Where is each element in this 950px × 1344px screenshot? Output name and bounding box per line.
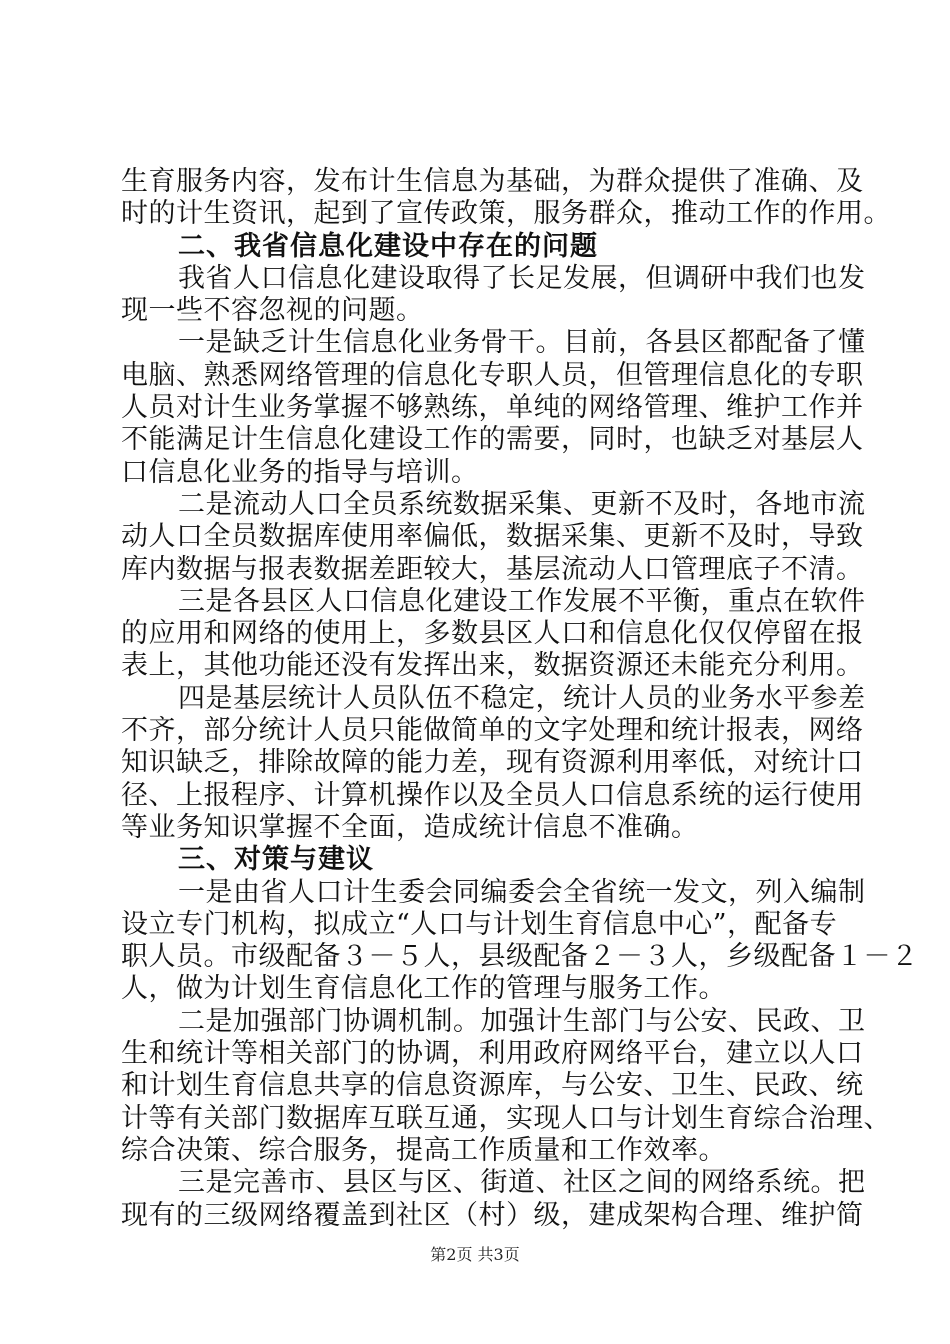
paragraph-line: 库内数据与报表数据差距较大，基层流动人口管理底子不清。 — [121, 553, 864, 585]
paragraph-line: 一是由省人口计生委会同编委会全省统一发文，列入编制 — [178, 876, 866, 908]
paragraph-line: 等业务知识掌握不全面，造成统计信息不准确。 — [121, 811, 699, 843]
paragraph-line: 动人口全员数据库使用率偏低，数据采集、更新不及时，导致 — [121, 521, 864, 553]
paragraph-line: 现一些不容忽视的问题。 — [121, 295, 424, 327]
paragraph-line: 一是缺乏计生信息化业务骨干。目前，各县区都配备了懂 — [178, 327, 866, 359]
section-heading: 二、我省信息化建设中存在的问题 — [178, 230, 598, 262]
paragraph-line: 计等有关部门数据库互联互通，实现人口与计划生育综合治理、 — [121, 1102, 891, 1134]
paragraph-line: 电脑、熟悉网络管理的信息化专职人员，但管理信息化的专职 — [121, 359, 864, 391]
paragraph-line: 我省人口信息化建设取得了长足发展，但调研中我们也发 — [178, 262, 866, 294]
paragraph-line: 径、上报程序、计算机操作以及全员人口信息系统的运行使用 — [121, 779, 864, 811]
paragraph-line: 口信息化业务的指导与培训。 — [121, 456, 479, 488]
paragraph-line: 时的计生资讯，起到了宣传政策，服务群众，推动工作的作用。 — [121, 198, 891, 230]
paragraph-line: 表上，其他功能还没有发挥出来，数据资源还未能充分利用。 — [121, 650, 864, 682]
paragraph-line: 综合决策、综合服务，提高工作质量和工作效率。 — [121, 1134, 726, 1166]
paragraph-line: 的应用和网络的使用上，多数县区人口和信息化仅仅停留在报 — [121, 618, 864, 650]
paragraph-line: 知识缺乏，排除故障的能力差，现有资源利用率低，对统计口 — [121, 747, 864, 779]
paragraph-line: 生和统计等相关部门的协调，利用政府网络平台，建立以人口 — [121, 1038, 864, 1070]
paragraph-line: 不齐，部分统计人员只能做简单的文字处理和统计报表，网络 — [121, 715, 864, 747]
paragraph-line: 人，做为计划生育信息化工作的管理与服务工作。 — [121, 973, 726, 1005]
paragraph-line: 现有的三级网络覆盖到社区（村）级，建成架构合理、维护简 — [121, 1199, 864, 1231]
paragraph-line: 二是流动人口全员系统数据采集、更新不及时，各地市流 — [178, 488, 866, 520]
document-body — [121, 166, 919, 1232]
paragraph-line: 二是加强部门协调机制。加强计生部门与公安、民政、卫 — [178, 1005, 866, 1037]
paragraph-line: 人员对计生业务掌握不够熟练，单纯的网络管理、维护工作并 — [121, 392, 864, 424]
paragraph-line: 生育服务内容，发布计生信息为基础，为群众提供了准确、及 — [121, 166, 864, 197]
paragraph-line: 四是基层统计人员队伍不稳定，统计人员的业务水平参差 — [178, 682, 866, 714]
paragraph-line: 三是各县区人口信息化建设工作发展不平衡，重点在软件 — [178, 585, 866, 617]
paragraph-line: 不能满足计生信息化建设工作的需要，同时，也缺乏对基层人 — [121, 424, 864, 456]
paragraph-line: 和计划生育信息共享的信息资源库，与公安、卫生、民政、统 — [121, 1070, 864, 1102]
paragraph-line: 职人员。市级配备３－５人，县级配备２－３人，乡级配备１－２ — [121, 941, 919, 973]
paragraph-line: 三是完善市、县区与区、街道、社区之间的网络系统。把 — [178, 1167, 866, 1199]
page-footer: 第2页 共3页 — [430, 1245, 520, 1264]
paragraph-line: 设立专门机构，拟成立“人口与计划生育信息中心”，配备专 — [121, 908, 838, 940]
section-heading: 三、对策与建议 — [178, 844, 374, 876]
